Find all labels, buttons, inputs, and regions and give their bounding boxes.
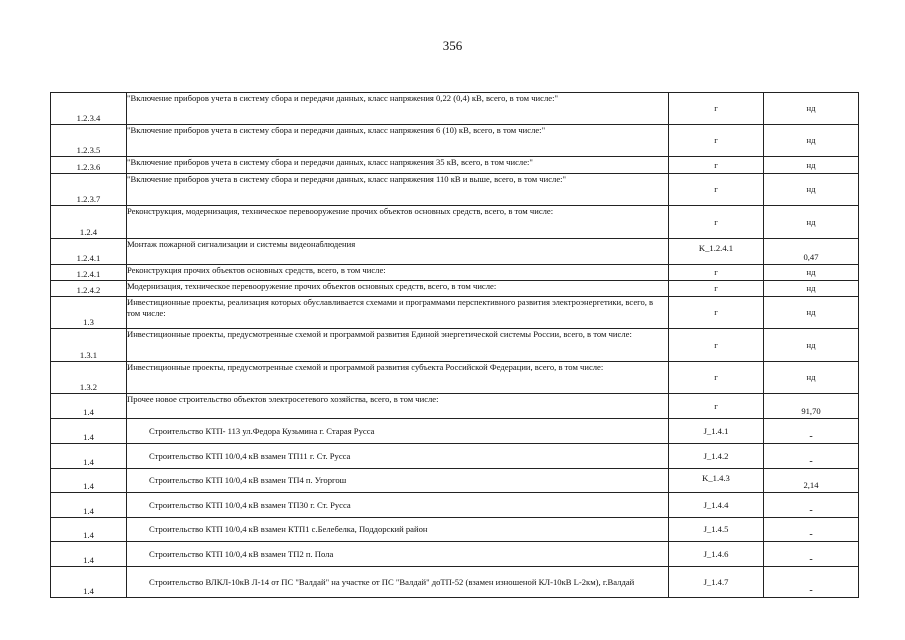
row-name: Строительство ВЛКЛ-10кВ Л-14 от ПС "Валдай" на участке от ПС "Валдай" доТП-52 (взамен изношеной КЛ-10кВ L-2км), г.Валдай [127,567,669,598]
row-name: "Включение приборов учета в систему сбора и передачи данных, класс напряжения 0,22 (0,4) кВ, всего, в том числе:" [127,93,669,125]
row-code: 1.2.3.5 [51,125,127,157]
table-row [51,419,859,444]
table-row [51,362,859,394]
row-value: нд [764,329,859,362]
table-row [51,206,859,239]
row-unit: г [669,206,764,239]
row-name: Строительство КТП 10/0,4 кВ взамен КТП1 с.Белебелка, Поддорский район [127,518,669,542]
row-code: 1.2.4 [51,206,127,239]
row-code: 1.2.4.2 [51,281,127,297]
row-value: нд [764,174,859,206]
row-name: Строительство КТП 10/0,4 кВ взамен ТП30 г. Ст. Русса [127,493,669,518]
row-name: Инвестиционные проекты, предусмотренные схемой и программой развития Единой энергетической системы России, всего, в том числе: [127,329,669,362]
row-code: 1.2.4.1 [51,265,127,281]
table-row [51,265,859,281]
row-unit: г [669,93,764,125]
row-value: нд [764,125,859,157]
row-code: 1.4 [51,518,127,542]
table-row [51,281,859,297]
row-code: 1.4 [51,493,127,518]
row-code: 1.4 [51,542,127,567]
row-value: нд [764,281,859,297]
row-unit: г [669,157,764,174]
row-value: нд [764,93,859,125]
table-row [51,125,859,157]
row-name: Инвестиционные проекты, реализация которых обуславливается схемами и программами перспективного развития электроэнергетики, всего, в том числе: [127,297,669,329]
table-row [51,329,859,362]
table-row [51,394,859,419]
row-unit: J_1.4.7 [669,567,764,598]
row-code: 1.3.1 [51,329,127,362]
row-name: Строительство КТП- 113 ул.Федора Кузьмина г. Старая Русса [127,419,669,444]
row-value: - [764,567,859,598]
row-unit: J_1.4.6 [669,542,764,567]
table-row [51,542,859,567]
row-unit: г [669,265,764,281]
table-row [51,493,859,518]
table-body [51,93,859,598]
row-unit: г [669,362,764,394]
row-name: Строительство КТП 10/0,4 кВ взамен ТП4 п. Угоргош [127,469,669,493]
row-code: 1.2.3.7 [51,174,127,206]
row-unit: J_1.4.5 [669,518,764,542]
row-value: - [764,444,859,469]
investment-table [50,92,859,598]
row-unit: K_1.4.3 [669,469,764,493]
table-row [51,239,859,265]
table-row [51,157,859,174]
row-code: 1.4 [51,394,127,419]
row-name: Монтаж пожарной сигнализации и системы видеонаблюдения [127,239,669,265]
row-unit: J_1.4.1 [669,419,764,444]
row-unit: г [669,174,764,206]
row-unit: г [669,394,764,419]
row-value: - [764,542,859,567]
row-unit: J_1.4.2 [669,444,764,469]
row-unit: г [669,297,764,329]
row-code: 1.3 [51,297,127,329]
table-row [51,444,859,469]
row-name: Инвестиционные проекты, предусмотренные схемой и программой развития субъекта Российской Федерации, всего, в том числе: [127,362,669,394]
row-code: 1.4 [51,469,127,493]
row-name: "Включение приборов учета в систему сбора и передачи данных, класс напряжения 35 кВ, всего, в том числе:" [127,157,669,174]
row-value: нд [764,206,859,239]
row-value: - [764,493,859,518]
row-name: Строительство КТП 10/0,4 кВ взамен ТП11 г. Ст. Русса [127,444,669,469]
row-value: - [764,518,859,542]
row-value: 2,14 [764,469,859,493]
table-row [51,518,859,542]
page-number: 356 [442,38,463,53]
row-code: 1.4 [51,567,127,598]
table-row [51,469,859,493]
row-unit: г [669,125,764,157]
row-unit: г [669,329,764,362]
row-name: "Включение приборов учета в систему сбора и передачи данных, класс напряжения 110 кВ и выше, всего, в том числе:" [127,174,669,206]
row-unit: K_1.2.4.1 [669,239,764,265]
row-unit: J_1.4.4 [669,493,764,518]
row-value: нд [764,265,859,281]
row-code: 1.2.3.6 [51,157,127,174]
row-value: - [764,419,859,444]
row-code: 1.4 [51,419,127,444]
row-value: 91,70 [764,394,859,419]
row-name: Реконструкция прочих объектов основных средств, всего, в том числе: [127,265,669,281]
row-name: Строительство КТП 10/0,4 кВ взамен ТП2 п. Пола [127,542,669,567]
row-name: Реконструкция, модернизация, техническое перевооружение прочих объектов основных средств, всего, в том числе: [127,206,669,239]
row-code: 1.2.3.4 [51,93,127,125]
row-value: нд [764,362,859,394]
row-value: 0,47 [764,239,859,265]
table-row [51,93,859,125]
row-name: Прочее новое строительство объектов электросетевого хозяйства, всего, в том числе: [127,394,669,419]
row-code: 1.3.2 [51,362,127,394]
row-name: "Включение приборов учета в систему сбора и передачи данных, класс напряжения 6 (10) кВ, всего, в том числе:" [127,125,669,157]
table-row [51,567,859,598]
row-code: 1.2.4.1 [51,239,127,265]
row-value: нд [764,297,859,329]
table-row [51,174,859,206]
row-value: нд [764,157,859,174]
table-row [51,297,859,329]
row-unit: г [669,281,764,297]
row-name: Модернизация, техническое перевооружение прочих объектов основных средств, всего, в том числе: [127,281,669,297]
row-code: 1.4 [51,444,127,469]
